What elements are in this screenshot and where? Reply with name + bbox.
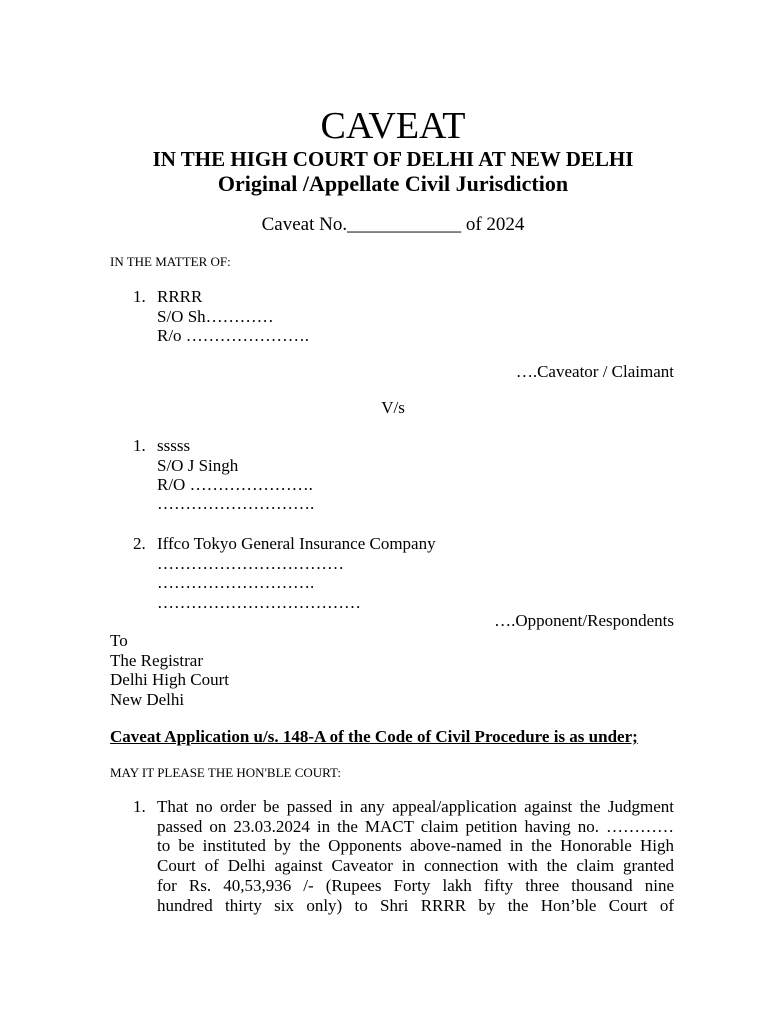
jurisdiction: Original /Appellate Civil Jurisdiction xyxy=(217,171,569,196)
respondent-1-residence: R/O …………………. xyxy=(157,475,313,494)
may-it-please: MAY IT PLEASE THE HON'BLE COURT: xyxy=(110,765,341,780)
versus: V/s xyxy=(381,398,405,417)
respondent-2-address-line-1: …………………………… xyxy=(157,554,344,573)
addressee-title: The Registrar xyxy=(110,651,203,670)
caveator-role: ….Caveator / Claimant xyxy=(515,362,674,381)
caveat-number: Caveat No.____________ of 2024 xyxy=(261,214,525,235)
application-heading: Caveat Application u/s. 148-A of the Code of Civil Procedure is as under; xyxy=(110,727,638,746)
addressee-to: To xyxy=(110,631,128,650)
document-title: CAVEAT xyxy=(320,105,466,147)
respondents-role: ….Opponent/Respondents xyxy=(494,611,674,630)
addressee-court: Delhi High Court xyxy=(110,670,229,689)
paragraph-1-line: passed on 23.03.2024 in the MACT claim petition having no. ………… xyxy=(157,816,674,836)
paragraph-1-line: to be instituted by the Opponents above-named in the Honorable High xyxy=(157,836,674,856)
respondent-1-number: 1. xyxy=(133,436,146,455)
respondent-1-parent: S/O J Singh xyxy=(157,456,239,475)
caveator-parent: S/O Sh………… xyxy=(157,307,274,326)
respondent-1-name: sssss xyxy=(157,436,191,455)
paragraph-1-line: Court of Delhi against Caveator in connection with the claim granted xyxy=(157,856,674,876)
paragraph-1-line: for Rs. 40,53,936 /- (Rupees Forty lakh fifty three thousand nine xyxy=(157,875,674,895)
respondent-2-number: 2. xyxy=(133,534,146,553)
in-the-matter-of: IN THE MATTER OF: xyxy=(110,254,231,269)
addressee-city: New Delhi xyxy=(110,690,185,709)
court-name: IN THE HIGH COURT OF DELHI AT NEW DELHI xyxy=(152,147,634,171)
respondent-2-address-line-2: ………………………. xyxy=(157,573,315,592)
caveator-number: 1. xyxy=(133,287,146,306)
caveator-residence: R/o …………………. xyxy=(157,326,310,345)
respondent-2-name: Iffco Tokyo General Insurance Company xyxy=(157,534,436,553)
respondent-2-address-line-3: ……………………………… xyxy=(157,593,361,612)
paragraph-1-line: That no order be passed in any appeal/application against the Judgment xyxy=(157,797,674,816)
paragraph-1-line: hundred thirty six only) to Shri RRRR by the Hon’ble Court of xyxy=(157,895,674,915)
respondent-1-address: ………………………. xyxy=(157,494,315,513)
paragraph-1 xyxy=(157,797,674,915)
paragraph-1-number: 1. xyxy=(133,797,146,816)
caveator-name: RRRR xyxy=(157,287,203,306)
